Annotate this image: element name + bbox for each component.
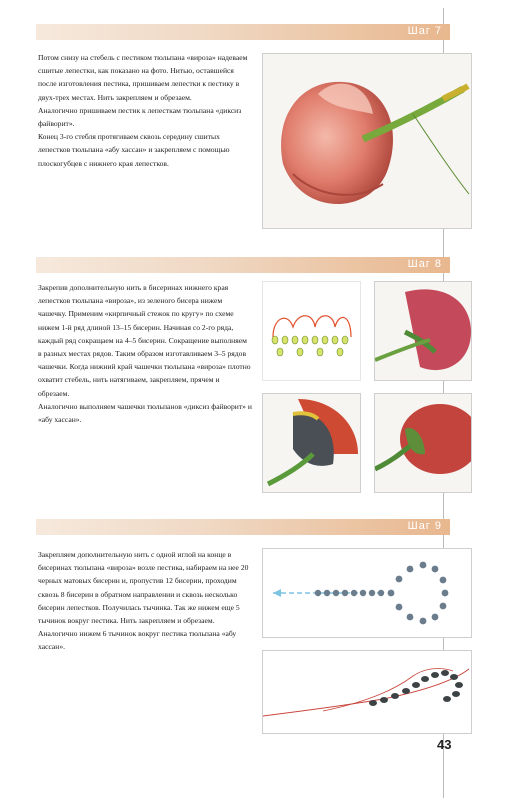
step-7-paragraph-3: Конец 3-го стебля протягиваем сквозь середину сшитых лепестков тюльпана «абу хассан» и закрепляем с помощью плоскогубцев с нижнего края лепестков. bbox=[38, 132, 230, 168]
step-7-label: Шаг 7 bbox=[407, 25, 442, 37]
step-8-scheme-image bbox=[262, 281, 361, 381]
step-9-paragraph-1: Закрепляем дополнительную нить с одной иглой на конце в бисеринах тюльпана «вироза» возле пестика, набираем на нее 20 черных матовых бисерин и, пропустив 12 бисерин, проходим сквозь 8 бисерин в обратном направлении и сквозь несколько бисерин лепестков. Получилась тычинка. Так же нижем еще 5 тычинок вокруг пестика. Нить закрепляем и обрезаем. bbox=[38, 550, 249, 626]
step-8-paragraph-1: Закрепив дополнительную нить в бисеринах нижнего края лепестков тюльпана «вироза», из зеленого бисера нижем чашечку. Применим «кирпичный стежок по кругу» по схеме нижем 1-й ряд длиной 13–15 бисерин. Начиная со 2-го ряда, каждый ряд сокращаем на 4–5 бисерин. Сокращение выполняем в разных местах рядов. Таким образом изготавливаем 3–5 рядов чашечки. Когда нижний край чашечки тюльпана «вироза» плотно охватит стебель, нить натягиваем, закрепляем, прячем и обрезаем. bbox=[38, 283, 251, 398]
page-number: 43 bbox=[437, 737, 452, 752]
step-8-paragraph-2: Аналогично выполняем чашечки тюльпанов «диксиз файворит» и «абу хассан». bbox=[38, 401, 252, 425]
step-9-stamen-scheme bbox=[262, 548, 472, 638]
step-9-paragraph-2: Аналогично нижем 6 тычинок вокруг пестика тюльпана «абу хассан». bbox=[38, 629, 237, 652]
step-8-calyx-photo-3 bbox=[374, 393, 472, 493]
step-8-text bbox=[38, 281, 252, 426]
step-9-label: Шаг 9 bbox=[407, 520, 442, 532]
step-8-label: Шаг 8 bbox=[407, 258, 442, 270]
step-7-paragraph-1: Потом снизу на стебель с пестиком тюльпана «вироза» надеваем сшитые лепестки, как показано на фото. Нитью, оставшейся после изготовления пестика, пришиваем лепестки к пестику в двух-трех местах. Нить закрепляем и обрезаем. bbox=[38, 53, 248, 102]
step-9-stamen-photo bbox=[262, 650, 472, 734]
step-8-header bbox=[36, 257, 450, 273]
step-9-header bbox=[36, 519, 450, 535]
step-8-calyx-photo-2 bbox=[262, 393, 361, 493]
step-7-paragraph-2: Аналогично пришиваем пестик к лепесткам тюльпана «диксиз файворит». bbox=[38, 105, 242, 129]
step-7-header bbox=[36, 24, 450, 40]
step-9-text bbox=[38, 548, 252, 654]
step-7-tulip-photo bbox=[262, 53, 472, 229]
step-8-calyx-photo-1 bbox=[374, 281, 472, 381]
step-7-text bbox=[38, 51, 252, 170]
